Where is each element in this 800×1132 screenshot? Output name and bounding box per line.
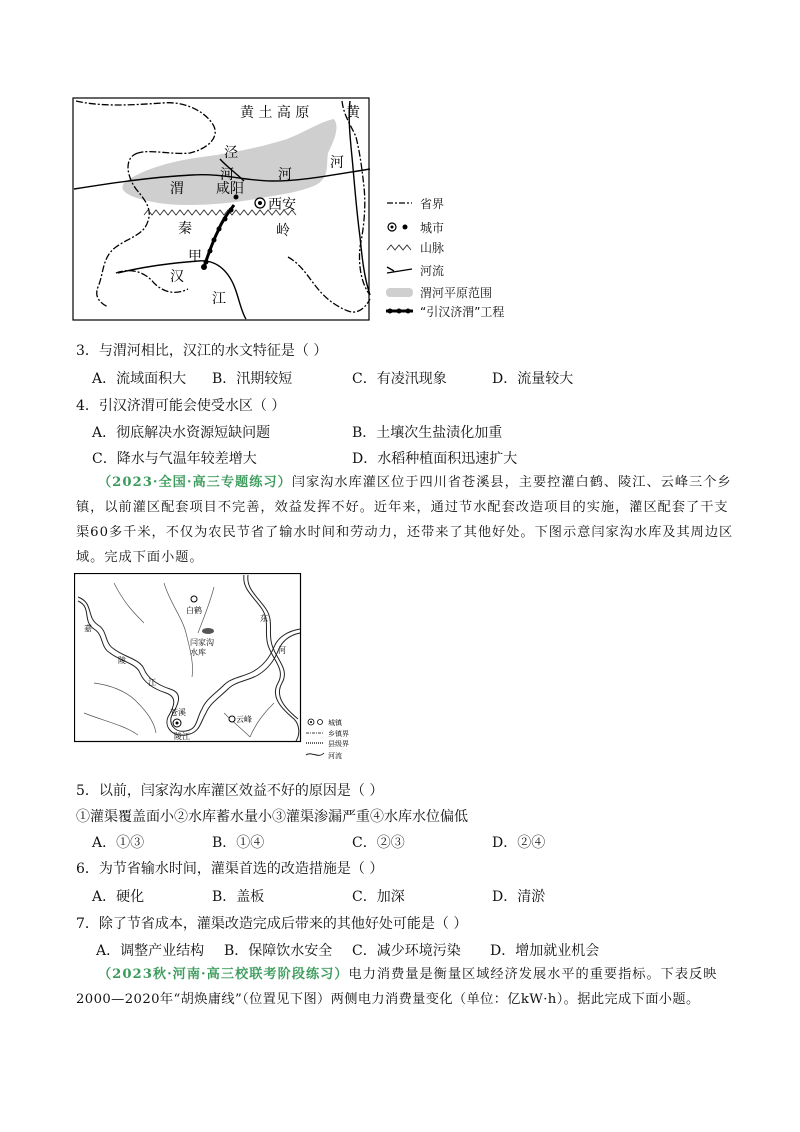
svg-text:河流: 河流 (420, 264, 445, 278)
passage-1-source: （2023·全国·高三专题练习） (98, 475, 292, 490)
province-boundary-north (76, 101, 215, 153)
label-huang: 黄 (346, 105, 360, 121)
q6-option-d[interactable]: D．清淤 (492, 889, 546, 905)
svg-text:渭河平原范围: 渭河平原范围 (420, 286, 493, 300)
q5-option-b[interactable]: B．①④ (212, 835, 265, 851)
label-qin: 秦 (178, 221, 192, 237)
label-han: 汉 (170, 269, 184, 285)
q4-option-d[interactable]: D．水稻种植面积迅速扩大 (352, 451, 518, 467)
label-he2: 河 (278, 167, 292, 183)
svg-text:山脉: 山脉 (420, 241, 445, 255)
town-icon (308, 719, 323, 725)
svg-text:省界: 省界 (420, 197, 445, 211)
label-ling: 岭 (276, 223, 290, 239)
label-reservoir-2: 水库 (190, 648, 206, 657)
svg-text:“引汉济渭”工程: “引汉济渭”工程 (420, 305, 505, 319)
label-dong: 东 (260, 614, 268, 623)
q7-option-c[interactable]: C．减少环境污染 (352, 943, 461, 959)
q5-option-a[interactable]: A．①③ (92, 835, 145, 851)
label-reservoir-1: 闫家沟 (190, 638, 214, 647)
passage-1 (76, 470, 736, 570)
passage-2 (76, 962, 756, 1012)
q3-option-b[interactable]: B．汛期较短 (212, 371, 293, 387)
label-cangxi: 苍溪 (170, 708, 186, 717)
question-5-stem: 5．以前，闫家沟水库灌区效益不好的原因是（ ） (76, 783, 384, 799)
label-jing: 泾 (224, 145, 238, 161)
city-icon (388, 223, 408, 231)
label-he-right: 河 (330, 155, 344, 171)
passage-1-line-2: 镇，以前灌区配套项目不完善，效益发挥不好。近年来，通过节水配套改造项目的实施，灌区配套了干支 (76, 500, 729, 515)
question-5-choices: ①灌渠覆盖面小②水库蓄水量小③灌渠渗漏严重④水库水位偏低 (76, 809, 468, 825)
mountain-icon (387, 245, 411, 250)
question-6-stem: 6．为节省输水时间，灌渠首选的改造措施是（ ） (76, 861, 384, 877)
question-7-stem: 7．除了节省成本，灌渠改造完成后带来的其他好处可能是（ ） (76, 916, 468, 932)
legend-river: 河流 (328, 752, 342, 760)
passage-2-line-1: 电力消费量是衡量区域经济发展水平的重要指标。下表反映 (348, 967, 718, 982)
q3-option-d[interactable]: D．流量较大 (492, 371, 574, 387)
label-he: 河 (278, 646, 286, 655)
label-yunfeng: 云峰 (236, 715, 252, 724)
map1-legend (386, 196, 504, 319)
map2-legend (306, 718, 349, 760)
legend-township-boundary: 乡镇界 (328, 730, 349, 738)
q5-option-d[interactable]: D．②④ (492, 835, 546, 851)
plain-area-icon (386, 288, 413, 297)
question-3-stem: 3．与渭河相比，汉江的水文特征是（ ） (76, 343, 328, 359)
label-loess-plateau: 黄 土 高 原 (240, 105, 310, 121)
label-xian: 西安 (268, 197, 296, 213)
label-lingjiang: 陵江 (174, 732, 190, 741)
label-jia: 甲 (188, 249, 202, 265)
q3-option-a[interactable]: A．流域面积大 (92, 371, 187, 387)
passage-1-line-1: 闫家沟水库灌区位于四川省苍溪县，主要控灌白鹤、陵江、云峰三个乡 (291, 475, 732, 490)
label-baihe: 白鹤 (186, 606, 202, 615)
weihe-region-map (72, 97, 532, 322)
q6-option-c[interactable]: C．加深 (352, 889, 405, 905)
legend-county-boundary: 县级界 (328, 740, 349, 748)
passage-1-line-3: 渠60多千米，不仅为农民节省了输水时间和劳动力，还带来了其他好处。下图示意闫家沟水库及其周边区 (76, 525, 734, 540)
q7-option-d[interactable]: D．增加就业机会 (490, 943, 600, 959)
yanjiagou-reservoir-map (74, 573, 364, 773)
q3-option-c[interactable]: C．有凌汛现象 (352, 371, 447, 387)
q4-option-c[interactable]: C．降水与气温年较差增大 (92, 451, 257, 467)
label-wei: 渭 (170, 181, 184, 197)
label-jia: 嘉 (84, 624, 92, 633)
project-line-icon (386, 309, 413, 314)
baihe-town-marker (191, 596, 197, 602)
reservoir (202, 628, 214, 634)
passage-1-line-4: 域。完成下面小题。 (76, 550, 204, 565)
q4-option-a[interactable]: A．彻底解决水资源短缺问题 (92, 425, 271, 441)
q6-option-b[interactable]: B．盖板 (212, 889, 265, 905)
q7-option-a[interactable]: A．调整产业结构 (96, 943, 205, 959)
passage-2-source: （2023秋·河南·高三校联考阶段练习） (98, 967, 349, 982)
q5-option-c[interactable]: C．②③ (352, 835, 405, 851)
label-he1: 河 (220, 167, 234, 183)
river-icon (387, 267, 412, 273)
question-4-stem: 4．引汉济渭可能会使受水区（ ） (76, 398, 286, 414)
label-jiang: 江 (212, 291, 226, 307)
river-legend-icon (306, 753, 324, 755)
yunfeng-town-marker (229, 716, 235, 722)
q7-option-b[interactable]: B．保障饮水安全 (224, 943, 333, 959)
svg-text:城市: 城市 (420, 221, 445, 235)
legend-town: 城镇 (328, 719, 342, 727)
q4-option-b[interactable]: B．土壤次生盐渍化加重 (352, 425, 503, 441)
label-xianyang: 咸阳 (216, 181, 244, 197)
q6-option-a[interactable]: A．硬化 (92, 889, 145, 905)
label-jiang: 江 (148, 678, 156, 687)
label-ling: 陵 (118, 656, 126, 665)
xian-city-marker (255, 198, 265, 208)
province-boundary-southeast (288, 257, 370, 312)
passage-2-line-2: 2000—2020年“胡焕庸线”（位置见下图）两侧电力消费量变化（单位：亿kW·h）。据此完成下面小题。 (76, 992, 700, 1007)
cangxi-county-marker (173, 719, 181, 727)
